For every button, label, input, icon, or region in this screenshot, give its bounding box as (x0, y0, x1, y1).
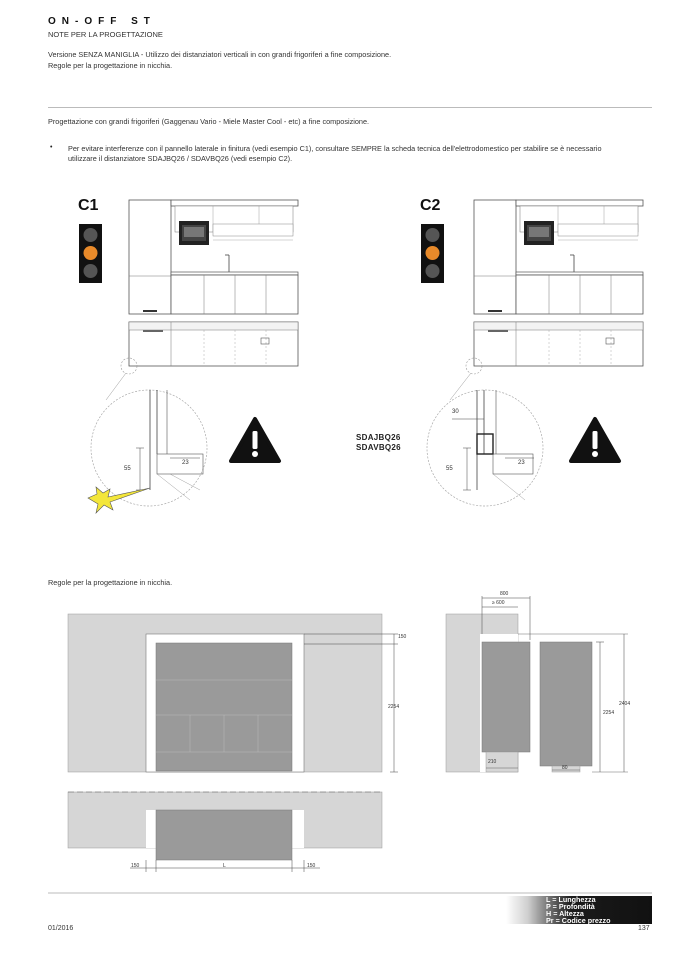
example-label-c1: C1 (78, 197, 99, 214)
legend-h: H = Altezza (546, 909, 584, 918)
legend-l: L = Lunghezza (546, 895, 596, 904)
section1-heading: Progettazione con grandi frigoriferi (Gaggenau Vario - Miele Master Cool - etc) a fine composizione. (48, 117, 370, 126)
side-dim-210: 210 (488, 759, 497, 765)
kitchen-elevation-c1 (129, 200, 298, 366)
bullet-dot: • (50, 144, 53, 151)
c1-dim-55: 55 (124, 466, 131, 472)
warning-icon-c2 (571, 419, 619, 461)
plan-dim-left: 150 (131, 863, 140, 869)
c2-code-2: SDAVBQ26 (356, 443, 401, 452)
bullet-line-1: Per evitare interferenze con il pannello laterale in finitura (vedi esempio C1), consultare SEMPRE la scheda tecnica dell'elettrodomestico per stabilire se è necessario (68, 144, 602, 153)
plan-dim-right: 150 (307, 863, 316, 869)
page-number: 137 (638, 925, 650, 932)
side-dim-800: 800 (500, 591, 509, 597)
niche-front-elevation (68, 614, 398, 772)
side-dim-2254: 2254 (603, 710, 615, 716)
niche-plan (68, 792, 382, 872)
warning-icon-c1 (231, 419, 279, 461)
bullet-line-2: utilizzare il distanziatore SDAJBQ26 / SDAVBQ26 (vedi esempio C2). (68, 154, 293, 163)
legend-p: P = Profondità (546, 902, 595, 911)
front-dim-150: 150 (398, 634, 407, 640)
section2-heading: Regole per la progettazione in nicchia. (48, 578, 173, 587)
brand-title: ON-OFF ST (48, 16, 156, 27)
legend-pr: Pr = Codice prezzo (546, 916, 611, 925)
kitchen-elevation-c2 (474, 200, 643, 366)
c2-code-1: SDAJBQ26 (356, 433, 401, 442)
example-label-c2: C2 (420, 197, 441, 214)
niche-side-elevation (446, 596, 631, 772)
plan-dim-L: L (223, 863, 226, 869)
traffic-light-c2 (421, 224, 444, 283)
legend-box (506, 896, 652, 924)
footer-date: 01/2016 (48, 925, 74, 932)
c1-dim-23: 23 (182, 460, 189, 466)
intro-line-2: Regole per la progettazione in nicchia. (48, 61, 173, 70)
page-subtitle: NOTE PER LA PROGETTAZIONE (48, 30, 163, 39)
front-dim-2254: 2254 (388, 704, 400, 710)
intro-line-1: Versione SENZA MANIGLIA - Utilizzo dei distanziatori verticali in con grandi frigoriferi a fine composizione. (48, 50, 392, 59)
traffic-light-c1 (79, 224, 102, 283)
side-dim-2404: 2404 (619, 701, 631, 707)
c2-dim-55: 55 (446, 466, 453, 472)
c2-dim-23: 23 (518, 460, 525, 466)
side-dim-80: 80 (562, 765, 568, 771)
c2-dim-30: 30 (452, 409, 459, 415)
side-dim-600: ≥ 600 (492, 600, 505, 606)
